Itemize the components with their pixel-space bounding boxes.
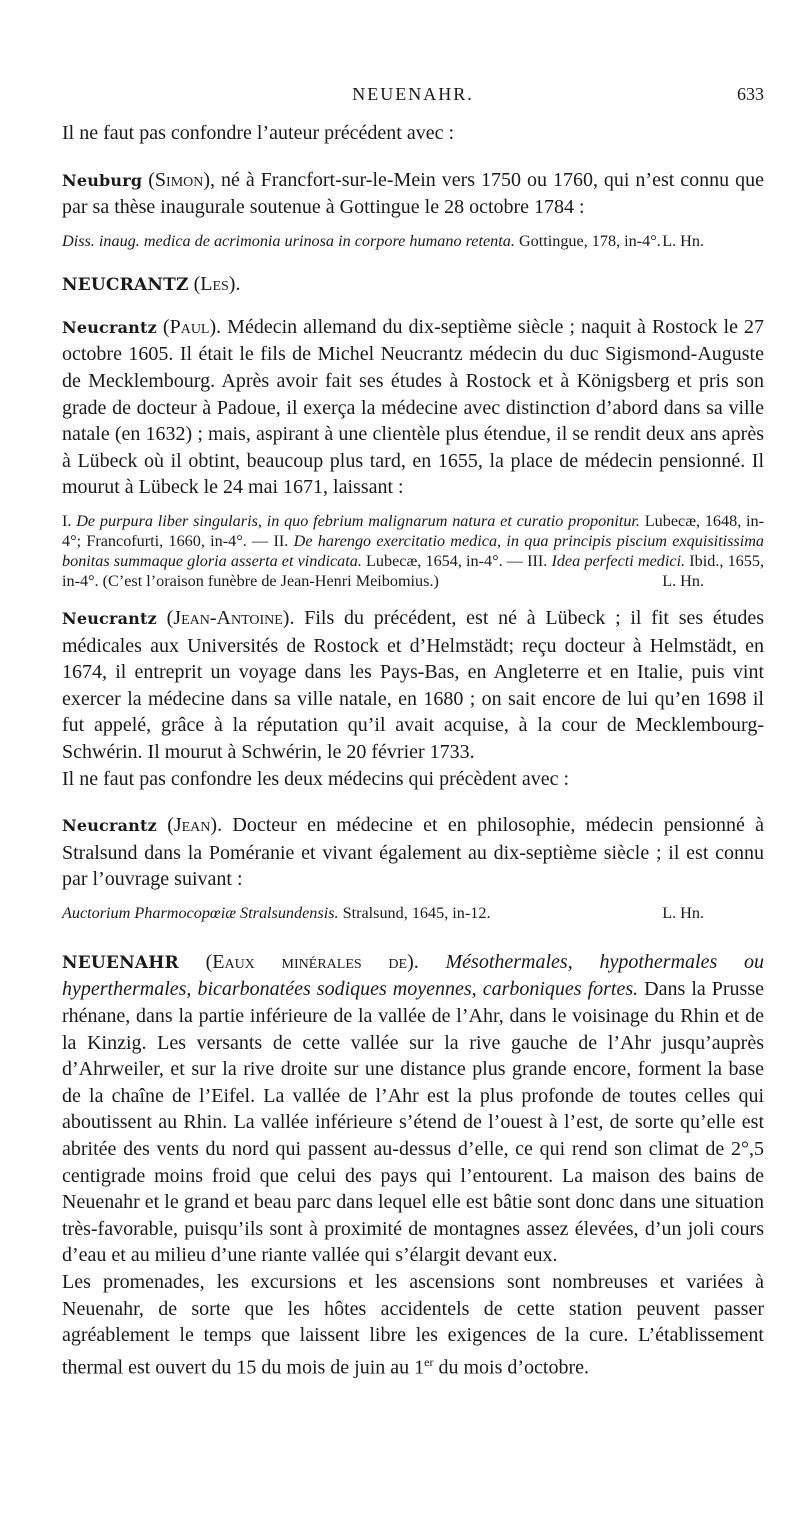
entry-jean-antoine-text <box>62 605 764 766</box>
para-2-text-end: du mois d’octobre. <box>433 1356 590 1379</box>
page-number: 633 <box>737 84 764 104</box>
entry-body: Médecin allemand du dix-septième siècle ; naquit à Rostock le 27 octobre 1605. Il était le fils de Michel Neucrantz médecin du duc Sigismond-Auguste de Mecklembourg. Après avoir fait ses études à Rostock et à Königsberg et pris son grade de docteur à Padoue, il exerça la médecine avec distinction d’abord dans sa ville natale (en 1632) ; mais, aspirant à une clientèle plus étendue, il se rendit deux ans après à Lübeck où il obtint, beaucoup plus tard, en 1655, la place de médecin pensionné. Il mourut à Lübeck le 24 mai 1671, laissant : <box>62 315 764 499</box>
running-title: NEUENAHR. <box>352 84 474 104</box>
work-title: Diss. inaug. medica de acrimonia urinosa in corpore humano retenta. <box>62 231 515 250</box>
headword: Neucrantz <box>62 816 157 836</box>
para-2-text: Les promenades, les excursions et les ascensions sont nombreuses et variées à Neuenahr, de sorte que les hôtes accidentels de cette station peuvent passer agréablement le temps que laissent libre les exigences de la cure. L’établissement thermal est ouvert du 15 du mois de juin au 1 <box>62 1271 764 1379</box>
entry-neuenahr-text <box>62 949 764 1269</box>
water-classification: Mésothermales, hypothermales ou hyperthermales, bicarbonatées sodiques moyennes, carboniques fortes. <box>62 950 764 1001</box>
person-name: (Simon) <box>148 168 211 191</box>
work-title: De harengo exercitatio medica, in qua principis piscium exquisitissima bonitas summaque gloria asserta et vindicata. <box>62 531 765 570</box>
section-subtitle: (Les). <box>193 272 241 295</box>
author-signature: L. Hn. <box>662 571 704 590</box>
person-name: (Jean). <box>167 814 223 837</box>
work-title: Idea perfecti medici. <box>551 551 686 570</box>
superscript: er <box>424 1354 434 1369</box>
person-name: (Paul). <box>162 315 222 338</box>
running-header <box>62 84 764 114</box>
intro-note-1-text: Il ne faut pas confondre l’auteur précédent avec : <box>62 122 455 144</box>
bibliography <box>62 511 764 591</box>
entry-jean-text <box>62 812 764 893</box>
section-subtitle: (Eaux minérales de). <box>205 950 419 973</box>
work-number: I. <box>62 511 77 530</box>
work-title: Auctorium Pharmocopœiæ Stralsundensis. <box>62 903 339 922</box>
entry-body: Dans la Prusse rhénane, dans la partie inférieure de la vallée de l’Ahr, dans le voisinage du Rhin et de la Kinzig. Les versants de cette vallée sur la rive gauche de l’Ahr jusqu’auprès d’Ahrweiler, et sur la rive droite sur une distance plus grande encore, forment la base de la chaîne de l’Eifel. La vallée de l’Ahr est la plus profonde de toutes celles qui aboutissent au Rhin. La vallée inférieure s’étend de l’ouest à l’est, de sorte qu’elle est abritée des vents du nord qui passent au-dessus d’elle, ce qui rend son climat de 2°,5 centigrade moins froid que celui des pays qui l’entourent. La maison des bains de Neuenahr et le grand et beau parc dans lequel elle est bâtie sont donc dans une situation très-favorable, puisqu’ils sont à proximité de montagnes assez élevées, d’un joli cours d’eau et au milieu d’une riante vallée qui s’élargit devant eux. <box>62 978 765 1267</box>
entry-paul <box>62 314 764 591</box>
author-signature: L. Hn. <box>662 903 704 922</box>
work-details: Lubecæ, 1648, in-4°; Francofurti, 1660, in-4°. — II. <box>62 511 765 550</box>
author-signature: L. Hn. <box>662 231 704 250</box>
work-title: De purpura liber singularis, in quo febrium malignarum natura et curatio proponitur. <box>76 511 640 530</box>
entry-neuburg <box>62 167 764 251</box>
entry-paul-text <box>62 314 764 501</box>
entry-neuenahr <box>62 949 764 1381</box>
document-page <box>62 84 764 1381</box>
entry-jean-antoine <box>62 605 764 766</box>
intro-note-2 <box>62 766 764 793</box>
headword: Neucrantz <box>62 608 157 628</box>
entry-neuenahr-para-2 <box>62 1269 764 1381</box>
intro-note-2-text: Il ne faut pas confondre les deux médecins qui précèdent avec : <box>62 767 570 790</box>
entry-jean <box>62 812 764 923</box>
entry-body: Docteur en médecine et en philosophie, médecin pensionné à Stralsund dans la Poméranie et vivant également au dix-septième siècle ; il est connu par l’ouvrage suivant : <box>62 814 764 891</box>
entry-neuburg-text <box>62 167 764 221</box>
headword: NEUCRANTZ <box>62 274 189 295</box>
work-details: Lubecæ, 1654, in-4°. — III. <box>361 551 552 570</box>
entry-body: , né à Francfort-sur-le-Mein vers 1750 ou 1760, qui n’est connu que par sa thèse inaugurale soutenue à Gottingue le 28 octobre 1784 : <box>62 168 764 219</box>
work-details: Gottingue, 178, in-4°. <box>514 231 661 250</box>
work-details: Ibid., 1655, in-4°. (C’est l’oraison funèbre de Jean-Henri Meibomius.) <box>62 551 765 590</box>
headword: Neucrantz <box>62 317 157 337</box>
bibliography <box>62 903 764 923</box>
entry-body: Fils du précédent, est né à Lübeck ; il fit ses études médicales aux Universités de Rostock et d’Helmstädt; reçu docteur à Helmstädt, en 1674, il entreprit un voyage dans les Pays-Bas, en Angleterre et en Italie, puis vint exercer la médecine dans sa ville natale, en 1680 ; on sait encore de lui qu’en 1698 il fut appelé, grâce à la réputation qu’il avait acquise, à la cour de Mecklembourg-Schwérin. Il mourut à Schwérin, le 20 février 1733. <box>62 606 765 763</box>
person-name: (Jean-Antoine). <box>166 606 295 629</box>
work-details: Stralsund, 1645, in-12. <box>338 903 491 922</box>
headword: NEUENAHR <box>62 952 179 973</box>
bibliography <box>62 231 764 251</box>
entry-neucrantz-les <box>62 271 764 298</box>
intro-note-1 <box>62 120 764 147</box>
headword: Neuburg <box>62 170 143 190</box>
